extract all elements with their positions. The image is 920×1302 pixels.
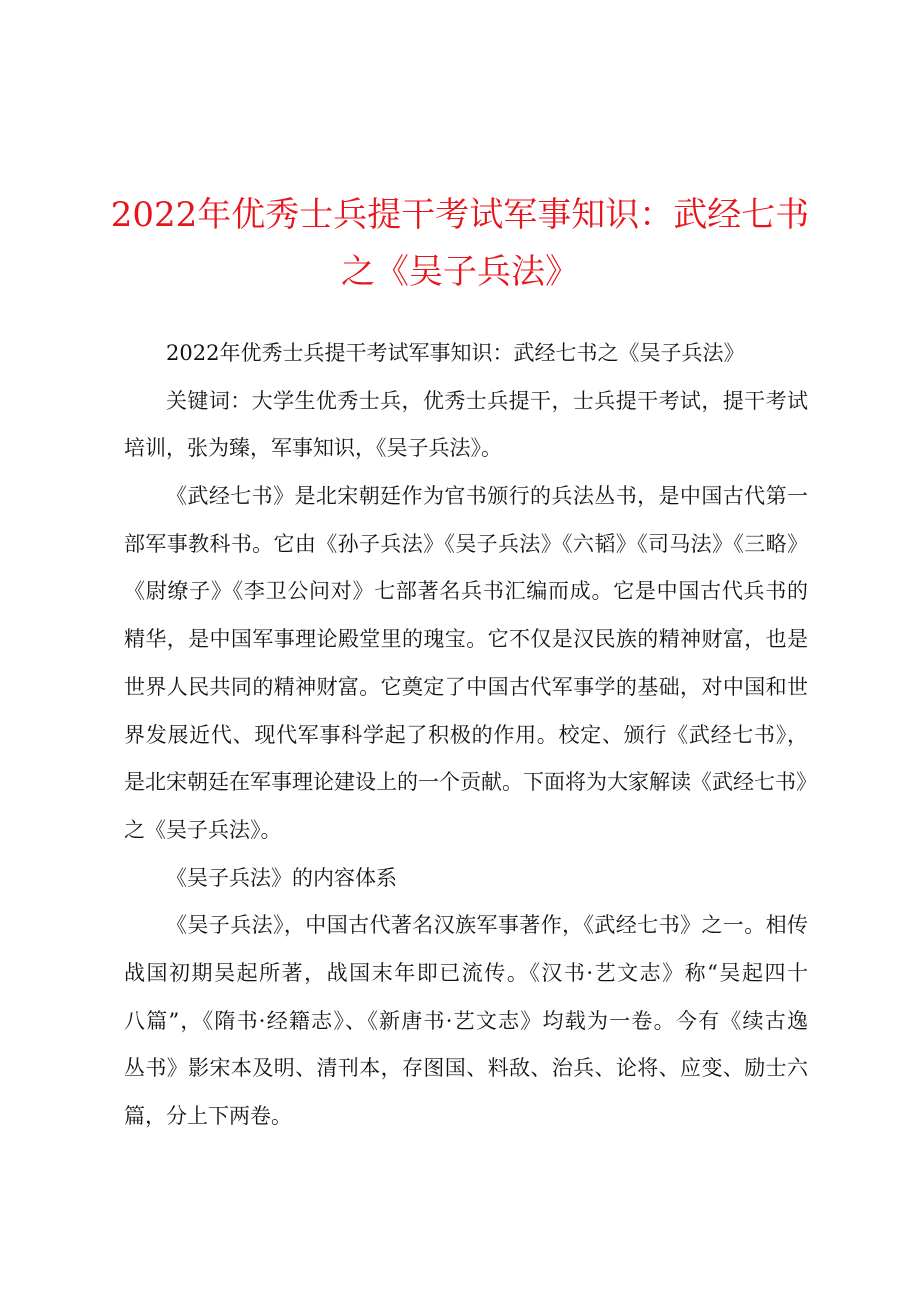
title-line-2: 之《吴子兵法》 (341, 252, 579, 292)
text-line: 《吴子兵法》的内容体系 (166, 865, 397, 890)
text-line: 战国初期吴起所著，战国末年即已流传。《汉书·艺文志》称“吴起四十 (124, 960, 808, 985)
paragraph-intro (124, 473, 817, 855)
text-line: 《吴子兵法》，中国古代著名汉族军事著作，《武经七书》之一。相传 (166, 913, 808, 938)
text-line: 《尉缭子》《李卫公问对》七部著名兵书汇编而成。它是中国古代兵书的 (124, 579, 808, 604)
paragraph-keywords (124, 378, 808, 473)
text-line: 界发展近代、现代军事科学起了积极的作用。校定、颁行《武经七书》， (124, 722, 808, 747)
paragraph-subtitle (124, 330, 808, 378)
document-title (0, 187, 920, 301)
text-line: 2022年优秀士兵提干考试军事知识：武经七书之《吴子兵法》 (166, 341, 745, 365)
text-line: 篇，分上下两卷。 (124, 1104, 292, 1128)
section-heading (124, 855, 808, 903)
text-line: 部军事教科书。它由《孙子兵法》《吴子兵法》《六韬》《司马法》《三略》 (124, 531, 808, 556)
text-line: 关键词：大学生优秀士兵，优秀士兵提干，士兵提干考试，提干考试 (166, 388, 808, 413)
text-line: 培训，张为臻，军事知识，《吴子兵法》。 (124, 436, 502, 461)
text-line: 八篇”，《隋书·经籍志》、《新唐书·艺文志》均载为一卷。今有《续古逸 (124, 1008, 808, 1033)
title-line-1: 2022年优秀士兵提干考试军事知识：武经七书 (110, 195, 810, 235)
text-line: 精华，是中国军事理论殿堂里的瑰宝。它不仅是汉民族的精神财富，也是 (124, 627, 808, 652)
text-line: 世界人民共同的精神财富。它奠定了中国古代军事学的基础，对中国和世 (124, 674, 808, 699)
text-line: 《武经七书》是北宋朝廷作为官书颁行的兵法丛书，是中国古代第一 (166, 484, 808, 509)
text-line: 之《吴子兵法》。 (124, 817, 282, 842)
paragraph-content (124, 902, 808, 1140)
text-line: 是北宋朝廷在军事理论建设上的一个贡献。下面将为大家解读《武经七书》 (124, 770, 817, 795)
document-body (124, 330, 817, 1141)
text-line: 丛书》影宋本及明、清刊本，存图国、料敌、治兵、论将、应变、励士六 (124, 1056, 808, 1081)
